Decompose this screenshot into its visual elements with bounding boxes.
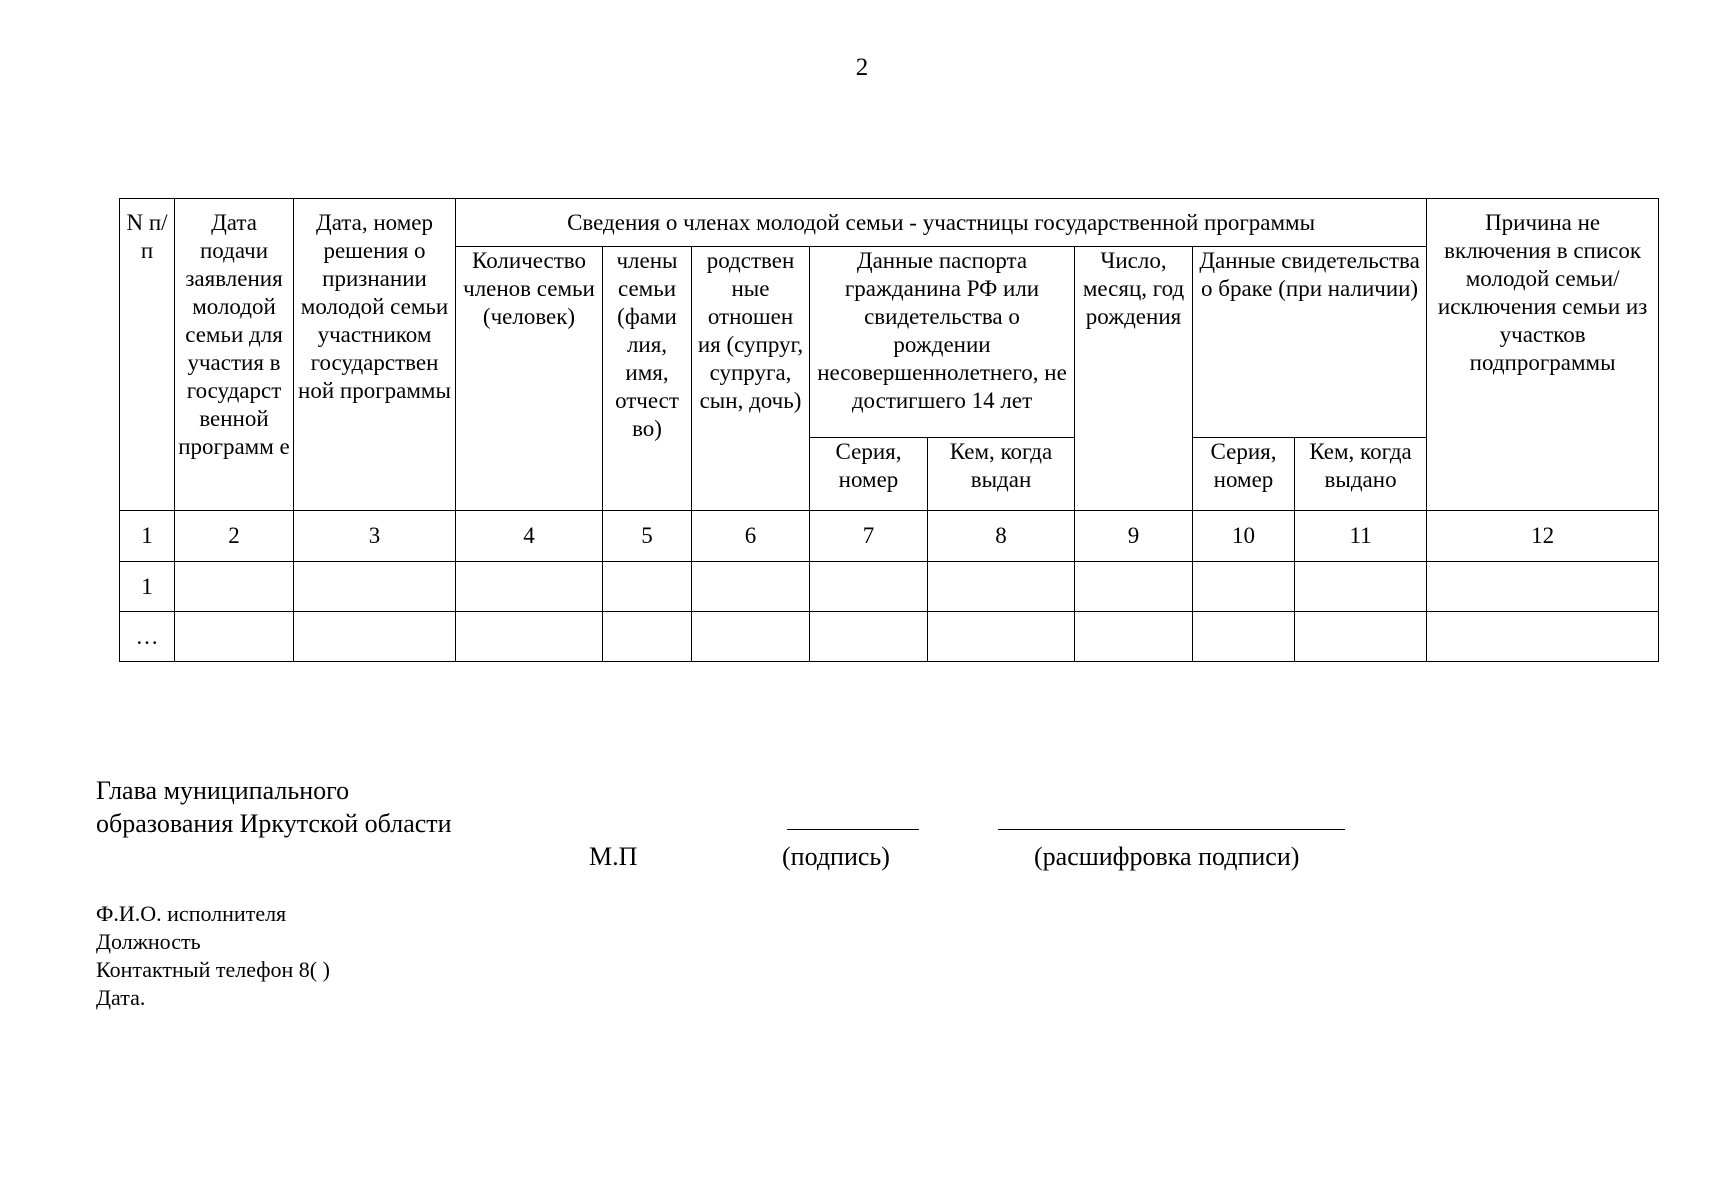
header-passport-issued: Кем, когда выдан: [928, 438, 1075, 511]
table-cell: [294, 562, 456, 612]
signatory-position-line1: Глава муниципального: [96, 776, 350, 805]
family-members-table: [119, 198, 1659, 662]
signature-decode-caption: (расшифровка подписи): [1034, 842, 1300, 871]
table-cell: [692, 612, 810, 662]
column-number: 3: [294, 511, 456, 562]
header-passport-series: Серия, номер: [810, 438, 928, 511]
table-cell: [928, 562, 1075, 612]
signatory-position: [96, 774, 452, 840]
column-number: 12: [1427, 511, 1659, 562]
page-number: 2: [855, 54, 869, 81]
header-relation: родствен ные отношен ия (супруг, супруга, сын, дочь): [692, 247, 810, 511]
header-marriage: Данные свидетельства о браке (при наличии): [1193, 247, 1427, 438]
column-number: 8: [928, 511, 1075, 562]
signature-caption: (подпись): [782, 842, 890, 871]
table-cell: [1193, 562, 1295, 612]
table-cell: [1295, 612, 1427, 662]
column-number: 11: [1295, 511, 1427, 562]
executor-info: [96, 900, 330, 1012]
table-cell: [456, 612, 603, 662]
column-number: 1: [120, 511, 175, 562]
table-cell: [603, 562, 692, 612]
header-decision: Дата, номер решения о признании молодой семьи участником государствен ной программы: [294, 199, 456, 511]
column-number: 10: [1193, 511, 1295, 562]
header-member-count: Количество членов семьи (человек): [456, 247, 603, 511]
table-cell: [1193, 612, 1295, 662]
signatory-position-line2: образования Иркутской области: [96, 809, 452, 838]
table-cell: [1427, 562, 1659, 612]
executor-fio: Ф.И.О. исполнителя: [96, 901, 287, 926]
table-cell: [810, 562, 928, 612]
header-application-date: Дата подачи заявления молодой семьи для участия в государст венной программ е: [175, 199, 294, 511]
table-cell: [1427, 612, 1659, 662]
column-number: 5: [603, 511, 692, 562]
header-passport: Данные паспорта гражданина РФ или свидетельства о рождении несовершеннолетнего, не достигшего 14 лет: [810, 247, 1075, 438]
table-cell: [603, 612, 692, 662]
table-cell: [692, 562, 810, 612]
header-member-names: члены семьи (фами лия, имя, отчест во): [603, 247, 692, 511]
table-row: [120, 562, 1659, 612]
column-number-row: [120, 511, 1659, 562]
table-cell: [456, 562, 603, 612]
column-number: 2: [175, 511, 294, 562]
table-cell: [175, 562, 294, 612]
header-exclusion-reason: Причина не включения в список молодой семьи/исключения семьи из участков подпрограммы: [1427, 199, 1659, 511]
stamp-label: М.П: [589, 842, 638, 871]
column-number: 9: [1075, 511, 1193, 562]
header-num: N п/п: [120, 199, 175, 511]
signature-line: [787, 829, 919, 830]
table-cell: [175, 612, 294, 662]
column-number: 4: [456, 511, 603, 562]
row-number: 1: [120, 562, 175, 612]
table-cell: [294, 612, 456, 662]
signature-decode-line: [998, 829, 1345, 830]
header-marriage-issued: Кем, когда выдано: [1295, 438, 1427, 511]
table-cell: [928, 612, 1075, 662]
executor-position: Должность: [96, 929, 201, 954]
header-members-group: Сведения о членах молодой семьи - участницы государственной программы: [456, 199, 1427, 247]
table-cell: [1075, 612, 1193, 662]
header-birth-date: Число, месяц, год рождения: [1075, 247, 1193, 511]
executor-phone: Контактный телефон 8( ): [96, 957, 330, 982]
column-number: 6: [692, 511, 810, 562]
table-cell: [1075, 562, 1193, 612]
executor-date: Дата.: [96, 985, 146, 1010]
header-marriage-series: Серия, номер: [1193, 438, 1295, 511]
column-number: 7: [810, 511, 928, 562]
row-number: …: [120, 612, 175, 662]
table-cell: [810, 612, 928, 662]
table-cell: [1295, 562, 1427, 612]
table-row: [120, 612, 1659, 662]
